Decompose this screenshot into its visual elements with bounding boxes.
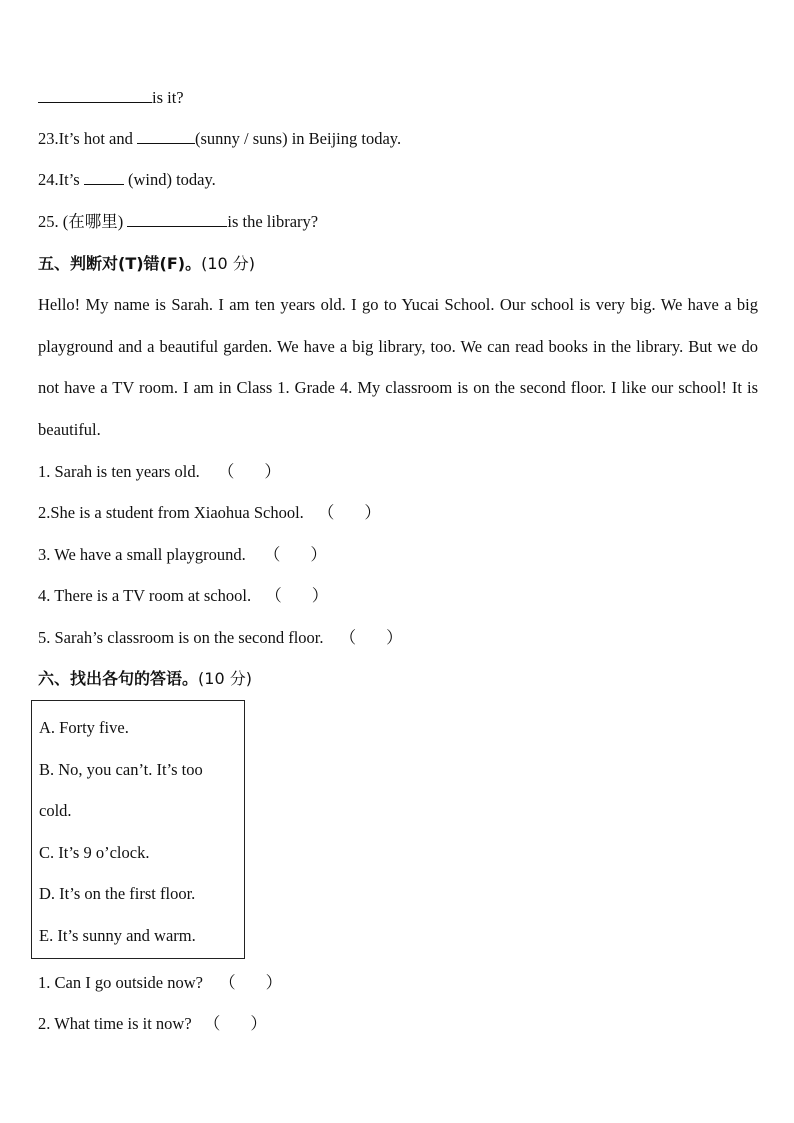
- answer-paren[interactable]: （ ）: [339, 628, 403, 647]
- item-text: 5. Sarah’s classroom is on the second floor.: [38, 628, 324, 647]
- answer-paren[interactable]: （ ）: [219, 973, 283, 992]
- answer-paren[interactable]: （ ）: [203, 1014, 267, 1033]
- question-text: 1. Can I go outside now?: [38, 973, 203, 992]
- section5-item: [38, 628, 403, 648]
- option-d: D. It’s on the first floor.: [39, 884, 196, 903]
- q24-text-a: 24.It’s: [38, 170, 84, 189]
- q24-line: [38, 170, 216, 190]
- q23-line: [38, 129, 401, 149]
- q23-text-a: 23.It’s hot and: [38, 129, 137, 148]
- q22-line: [38, 88, 184, 108]
- section5-item: [38, 462, 281, 482]
- section5-passage: Hello! My name is Sarah. I am ten years old. I go to Yucai School. Our school is very big. We have a big playground and a beautiful garden. We have a big library, too. We can read books in the library. But we do not have a TV room. I am in Class 1. Grade 4. My classroom is on the second floor. I like our school! It is beautiful.: [38, 295, 758, 439]
- q25-text-b: is the library?: [227, 212, 319, 231]
- section5-heading: [38, 254, 255, 274]
- answer-blank[interactable]: [127, 212, 227, 227]
- item-text: 2.She is a student from Xiaohua School.: [38, 503, 304, 522]
- section6-title: 六、找出各句的答语。: [38, 669, 199, 688]
- item-text: 4. There is a TV room at school.: [38, 586, 252, 605]
- answer-paren[interactable]: （ ）: [317, 503, 381, 522]
- option-a: A. Forty five.: [39, 718, 129, 737]
- q25-line: [38, 212, 318, 232]
- answer-paren[interactable]: （ ）: [263, 545, 327, 564]
- q25-text-a: 25. (在哪里): [38, 212, 128, 231]
- question-text: 2. What time is it now?: [38, 1014, 192, 1033]
- option-b: B. No, you can’t. It’s too: [39, 760, 203, 779]
- item-text: 1. Sarah is ten years old.: [38, 462, 200, 481]
- q24-text-b: (wind) today.: [123, 170, 216, 189]
- option-c: C. It’s 9 o’clock.: [39, 843, 150, 862]
- section5-item: [38, 586, 328, 606]
- answer-paren[interactable]: （ ）: [217, 462, 281, 481]
- answer-blank[interactable]: [84, 170, 124, 185]
- section6-question: [38, 973, 282, 993]
- q23-text-b: (sunny / suns) in Beijing today.: [195, 129, 402, 148]
- section6-heading: [38, 669, 252, 689]
- option-e: E. It’s sunny and warm.: [39, 926, 196, 945]
- section6-score: (10 分): [198, 669, 252, 688]
- section5-title: 五、判断对(T)错(F)。: [38, 254, 202, 273]
- q22-text: is it?: [152, 88, 184, 107]
- section6-question: [38, 1014, 267, 1034]
- option-b-cont: cold.: [39, 801, 72, 820]
- section5-item: [38, 503, 381, 523]
- section5-score: (10 分): [201, 254, 256, 273]
- answer-paren[interactable]: （ ）: [265, 586, 329, 605]
- answer-blank[interactable]: [38, 88, 152, 103]
- section5-item: [38, 545, 327, 565]
- answer-blank[interactable]: [137, 129, 195, 144]
- answer-options-box: [31, 700, 245, 959]
- item-text: 3. We have a small playground.: [38, 545, 246, 564]
